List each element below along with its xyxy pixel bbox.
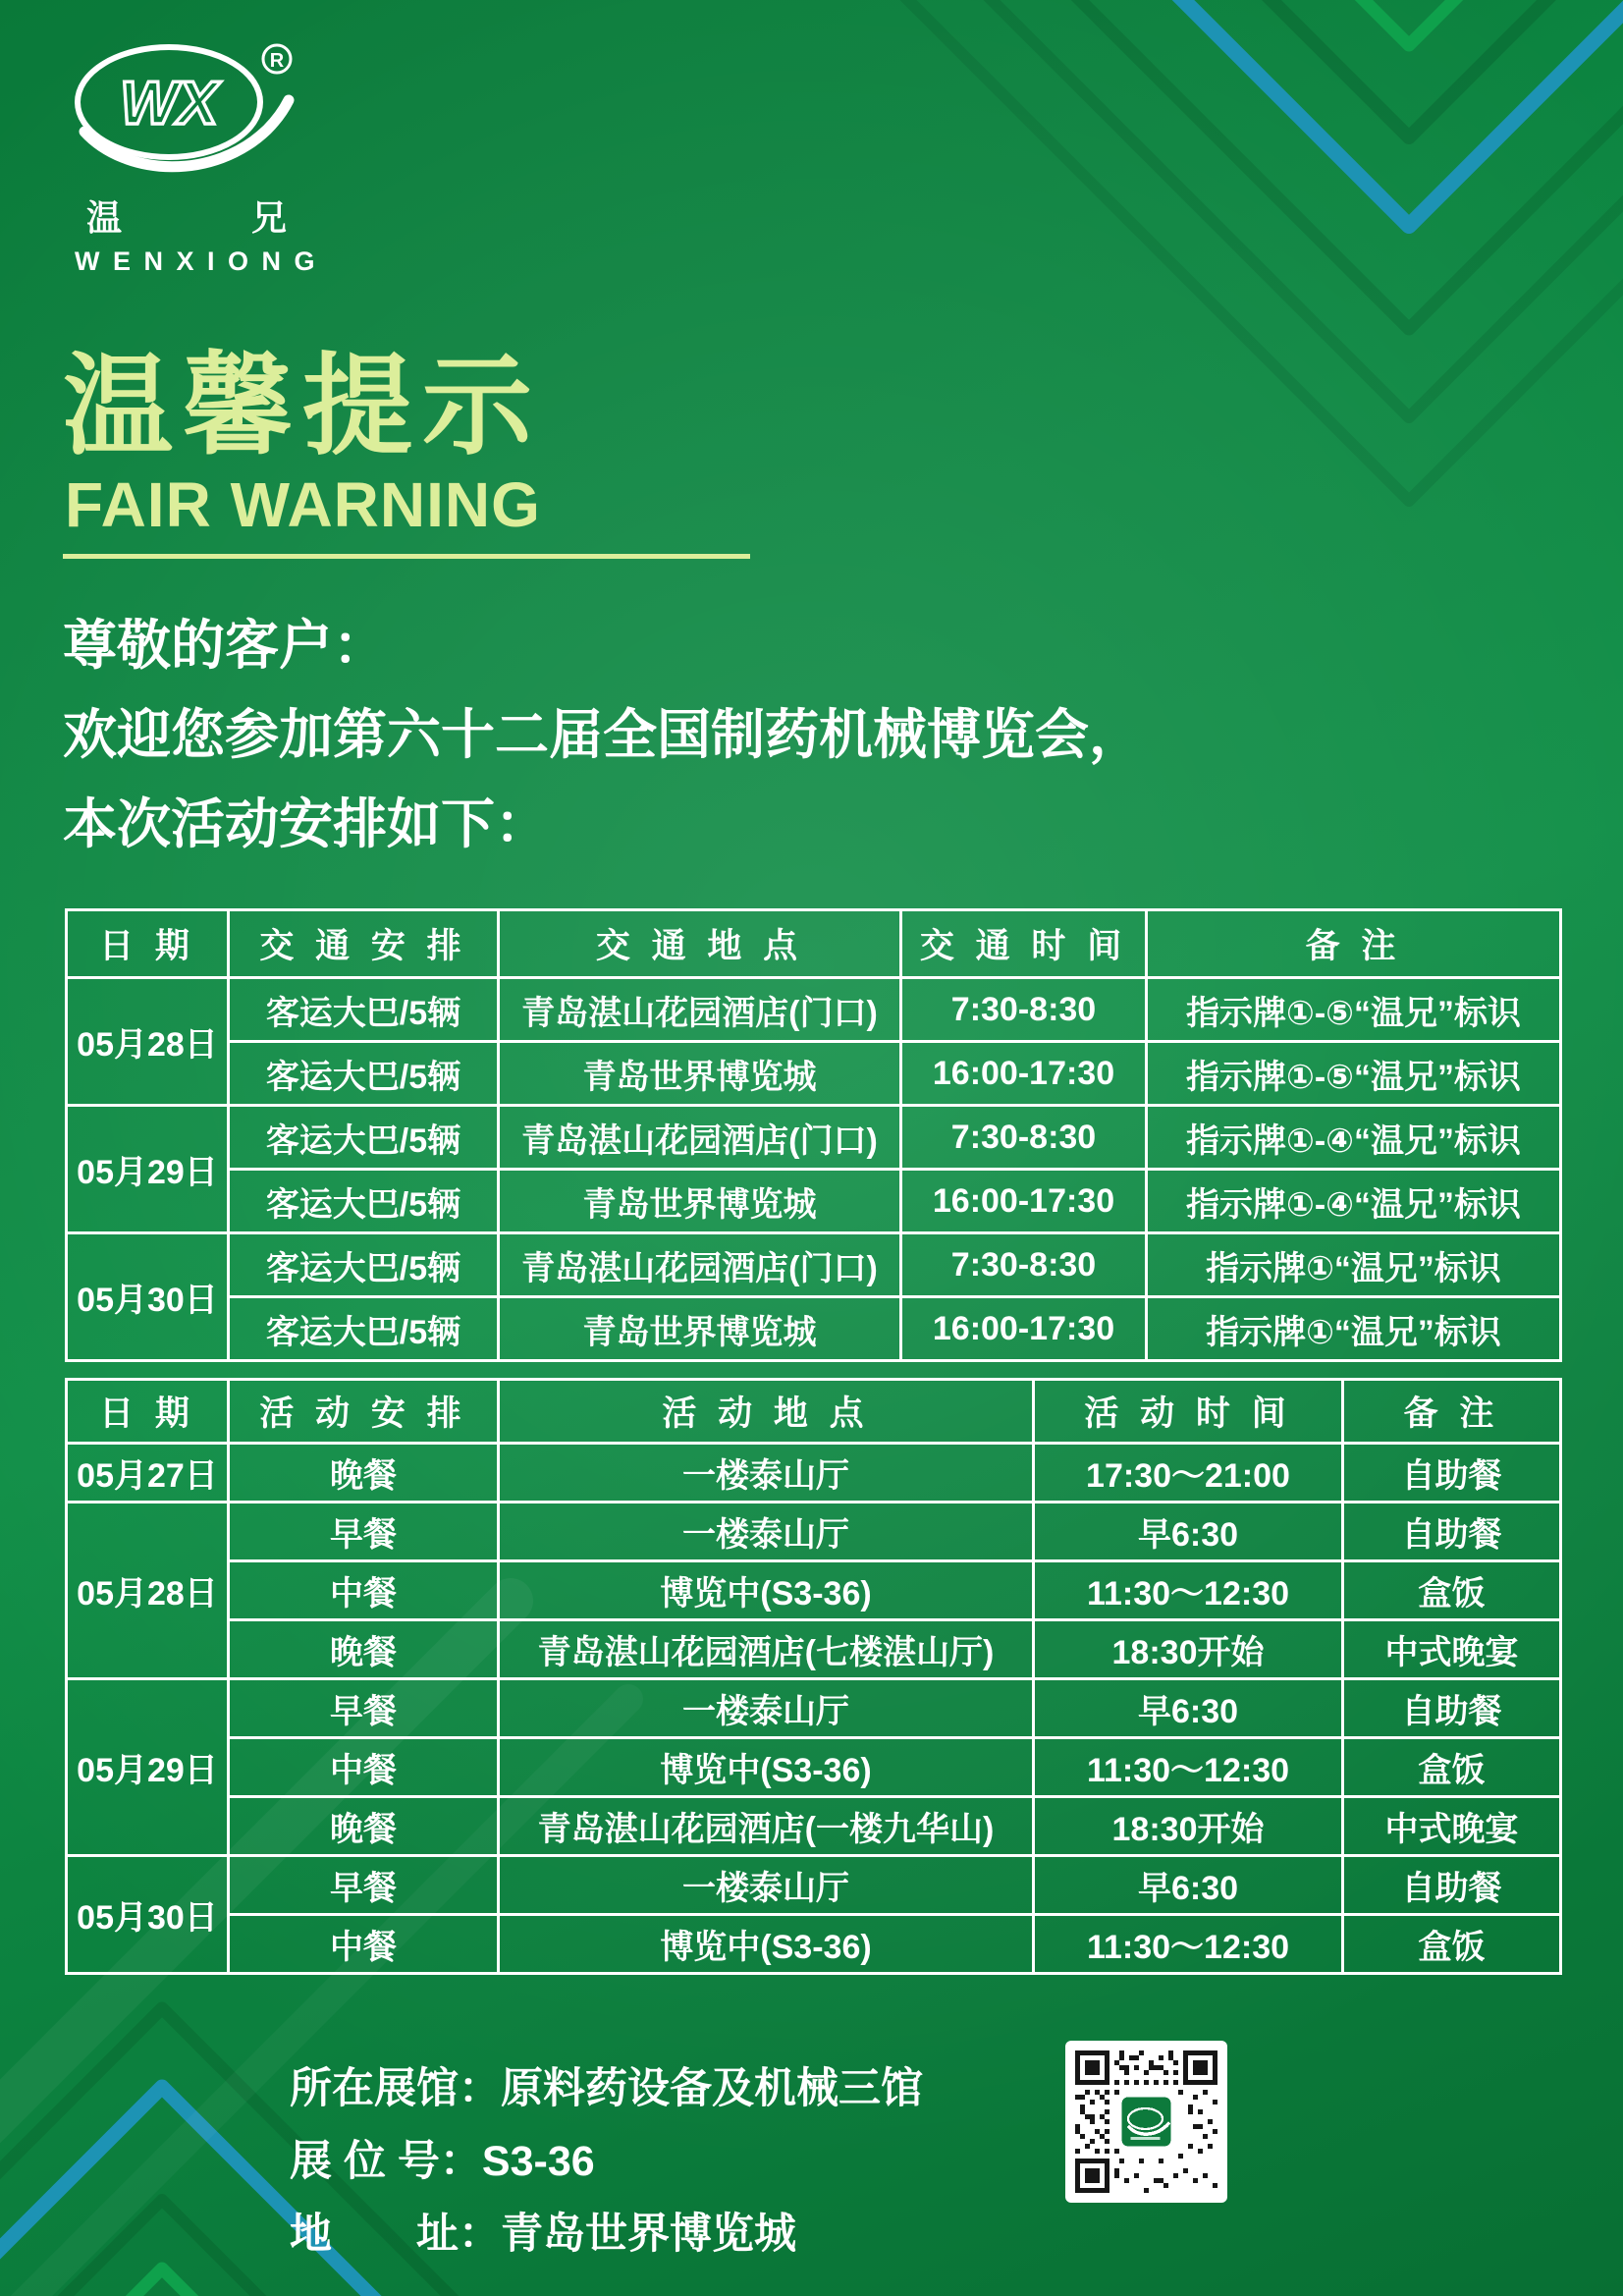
activity-table <box>65 1378 1562 1975</box>
activity-cell: 早6:30 <box>1034 1503 1343 1561</box>
title-block <box>63 342 750 559</box>
column-header-date: 日 期 <box>67 1380 229 1444</box>
table-row <box>67 1856 1561 1915</box>
activity-cell: 一楼泰山厅 <box>499 1679 1034 1738</box>
activity-cell: 早餐 <box>229 1856 499 1915</box>
transport-cell: 7:30-8:30 <box>901 978 1147 1042</box>
qr-code-pattern <box>1075 2050 1217 2193</box>
activity-cell: 一楼泰山厅 <box>499 1503 1034 1561</box>
transport-cell: 客运大巴/5辆 <box>229 1233 499 1297</box>
wenxiong-logo <box>65 37 417 277</box>
activity-cell: 中式晚宴 <box>1343 1620 1561 1679</box>
activity-cell: 盒饭 <box>1343 1738 1561 1797</box>
transport-cell: 青岛湛山花园酒店(门口) <box>499 978 901 1042</box>
page-title-en: FAIR WARNING <box>65 469 541 541</box>
activity-cell: 中餐 <box>229 1738 499 1797</box>
column-header-time: 交 通 时 间 <box>901 910 1147 978</box>
column-header-arrangement: 活 动 安 排 <box>229 1380 499 1444</box>
wx-ellipse-logo-icon <box>65 37 297 187</box>
qr-center-logo-icon <box>1122 2098 1171 2147</box>
activity-cell: 晚餐 <box>229 1620 499 1679</box>
transport-table <box>65 908 1562 1362</box>
transport-cell: 16:00-17:30 <box>901 1297 1147 1361</box>
date-cell: 05月30日 <box>67 1233 229 1361</box>
activity-cell: 晚餐 <box>229 1797 499 1856</box>
registered-mark: R <box>269 50 285 72</box>
activity-cell: 中餐 <box>229 1915 499 1974</box>
booth-label: 展 位 号： <box>290 2138 482 2185</box>
greeting-line-2: 欢迎您参加第六十二届全国制药机械博览会， <box>63 704 1144 765</box>
activity-cell: 自助餐 <box>1343 1503 1561 1561</box>
activity-cell: 18:30开始 <box>1034 1620 1343 1679</box>
transport-cell: 16:00-17:30 <box>901 1042 1147 1106</box>
address-value: 青岛世界博览城 <box>501 2211 796 2258</box>
booth-line <box>290 2125 923 2198</box>
table-row <box>67 1679 1561 1738</box>
activity-cell: 11:30～12:30 <box>1034 1738 1343 1797</box>
greeting-line-3: 本次活动安排如下： <box>63 793 550 854</box>
address-label: 地 址： <box>290 2211 501 2258</box>
column-header-remark: 备 注 <box>1147 910 1561 978</box>
table-row <box>67 978 1561 1042</box>
transport-cell: 青岛世界博览城 <box>499 1170 901 1233</box>
transport-cell: 客运大巴/5辆 <box>229 1297 499 1361</box>
activity-cell: 博览中(S3-36) <box>499 1561 1034 1620</box>
transport-cell: 指示牌①-④“温兄”标识 <box>1147 1106 1561 1170</box>
date-cell: 05月28日 <box>67 1503 229 1679</box>
column-header-date: 日 期 <box>67 910 229 978</box>
activity-cell: 博览中(S3-36) <box>499 1738 1034 1797</box>
date-cell: 05月29日 <box>67 1679 229 1856</box>
transport-cell: 青岛湛山花园酒店(门口) <box>499 1233 901 1297</box>
address-line <box>290 2198 923 2270</box>
table-row <box>67 1915 1561 1974</box>
transport-cell: 指示牌①“温兄”标识 <box>1147 1297 1561 1361</box>
column-header-location: 活 动 地 点 <box>499 1380 1034 1444</box>
greeting-line-1: 尊敬的客户： <box>63 615 388 676</box>
table-row <box>67 1620 1561 1679</box>
transport-cell: 客运大巴/5辆 <box>229 1106 499 1170</box>
date-cell: 05月29日 <box>67 1106 229 1233</box>
activity-cell: 11:30～12:30 <box>1034 1561 1343 1620</box>
table-row <box>67 1106 1561 1170</box>
activity-cell: 青岛湛山花园酒店(一楼九华山) <box>499 1797 1034 1856</box>
activity-cell: 早6:30 <box>1034 1856 1343 1915</box>
activity-cell: 早6:30 <box>1034 1679 1343 1738</box>
title-underline <box>63 554 750 559</box>
activity-cell: 青岛湛山花园酒店(七楼湛山厅) <box>499 1620 1034 1679</box>
wx-mark-text: WX <box>120 70 218 137</box>
transport-cell: 青岛湛山花园酒店(门口) <box>499 1106 901 1170</box>
hall-label: 所在展馆： <box>290 2065 501 2112</box>
column-header-location: 交 通 地 点 <box>499 910 901 978</box>
column-header-remark: 备 注 <box>1343 1380 1561 1444</box>
column-header-time: 活 动 时 间 <box>1034 1380 1343 1444</box>
activity-cell: 早餐 <box>229 1679 499 1738</box>
activity-cell: 18:30开始 <box>1034 1797 1343 1856</box>
activity-cell: 博览中(S3-36) <box>499 1915 1034 1974</box>
transport-cell: 7:30-8:30 <box>901 1233 1147 1297</box>
activity-cell: 一楼泰山厅 <box>499 1856 1034 1915</box>
column-header-arrangement: 交 通 安 排 <box>229 910 499 978</box>
brand-name-cn: 温兄 <box>86 197 417 238</box>
transport-cell: 指示牌①“温兄”标识 <box>1147 1233 1561 1297</box>
hall-value: 原料药设备及机械三馆 <box>501 2065 923 2112</box>
transport-cell: 指示牌①-⑤“温兄”标识 <box>1147 1042 1561 1106</box>
activity-cell: 一楼泰山厅 <box>499 1444 1034 1503</box>
activity-cell: 自助餐 <box>1343 1856 1561 1915</box>
table-row <box>67 1503 1561 1561</box>
date-cell: 05月30日 <box>67 1856 229 1974</box>
transport-cell: 7:30-8:30 <box>901 1106 1147 1170</box>
activity-cell: 11:30～12:30 <box>1034 1915 1343 1974</box>
table-row <box>67 1561 1561 1620</box>
transport-header-row <box>67 910 1561 978</box>
table-row <box>67 1797 1561 1856</box>
transport-cell: 青岛世界博览城 <box>499 1042 901 1106</box>
transport-cell: 指示牌①-⑤“温兄”标识 <box>1147 978 1561 1042</box>
qr-code <box>1065 2041 1227 2203</box>
table-row <box>67 1444 1561 1503</box>
date-cell: 05月27日 <box>67 1444 229 1503</box>
greeting-text <box>63 601 1143 869</box>
table-row <box>67 1170 1561 1233</box>
transport-cell: 指示牌①-④“温兄”标识 <box>1147 1170 1561 1233</box>
brand-name-en: WENXIONG <box>75 246 329 276</box>
activity-cell: 盒饭 <box>1343 1561 1561 1620</box>
transport-cell: 16:00-17:30 <box>901 1170 1147 1233</box>
table-row <box>67 1042 1561 1106</box>
booth-value: S3-36 <box>481 2138 595 2185</box>
activity-cell: 早餐 <box>229 1503 499 1561</box>
date-cell: 05月28日 <box>67 978 229 1106</box>
venue-info <box>290 2052 923 2270</box>
table-row <box>67 1297 1561 1361</box>
activity-cell: 自助餐 <box>1343 1444 1561 1503</box>
transport-cell: 客运大巴/5辆 <box>229 1170 499 1233</box>
transport-cell: 客运大巴/5辆 <box>229 1042 499 1106</box>
activity-cell: 中式晚宴 <box>1343 1797 1561 1856</box>
hall-line <box>290 2052 923 2125</box>
activity-cell: 自助餐 <box>1343 1679 1561 1738</box>
activity-cell: 盒饭 <box>1343 1915 1561 1974</box>
table-row <box>67 1233 1561 1297</box>
activity-cell: 晚餐 <box>229 1444 499 1503</box>
page-title-cn: 温馨提示 <box>63 345 542 467</box>
table-row <box>67 1738 1561 1797</box>
transport-cell: 客运大巴/5辆 <box>229 978 499 1042</box>
activity-header-row <box>67 1380 1561 1444</box>
transport-cell: 青岛世界博览城 <box>499 1297 901 1361</box>
activity-cell: 中餐 <box>229 1561 499 1620</box>
activity-cell: 17:30～21:00 <box>1034 1444 1343 1503</box>
